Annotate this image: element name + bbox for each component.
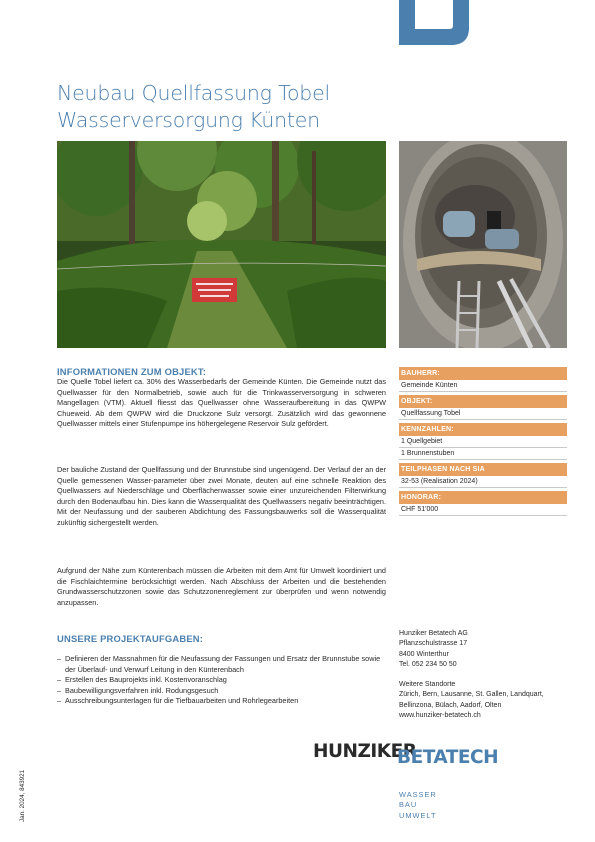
forest-photo	[57, 141, 386, 348]
company-city: 8400 Winterthur	[399, 650, 449, 658]
tagline-umwelt: UMWELT	[399, 810, 437, 820]
tasks-heading: UNSERE PROJEKTAUFGABEN:	[57, 633, 204, 644]
brand-word-betatech: BETATECH	[397, 747, 499, 768]
objekt-label: OBJEKT:	[399, 395, 567, 408]
kennzahlen-value-2: 1 Brunnenstuben	[399, 448, 567, 460]
locations-label: Weitere Standorte	[399, 681, 456, 688]
teilphasen-value: 32-53 (Realisation 2024)	[399, 476, 567, 488]
document-date-note: Jan. 2024, 843921	[19, 769, 26, 822]
company-street: Pflanzschulstrasse 17	[399, 640, 468, 648]
honorar-value: CHF 51'000	[399, 504, 567, 516]
brand-word-hunziker: HUNZIKER	[313, 741, 417, 762]
project-facts	[399, 367, 567, 519]
info-paragraph-3: Aufgrund der Nähe zum Künterenbach müssen die Arbeiten mit dem Amt für Umwelt koordiniert und die Fischlaichtermine berücksichtigt werden. Nach Abschluss der Arbeiten und die bestehenden Grundwasserschutzzonen sowie das Schutzzonenreglement zur überprüfen und wenn notwendig anzupassen.	[57, 566, 386, 607]
company-website[interactable]: www.hunziker-betatech.ch	[399, 712, 481, 720]
title-line-2: Wasserversorgung Künten	[57, 108, 320, 132]
company-locations	[399, 680, 571, 722]
logo-mark-icon	[399, 0, 469, 45]
task-item: – Erstellen des Bauprojekts inkl. Kostenvoranschlag	[57, 675, 392, 686]
tagline-bau: BAU	[399, 800, 418, 810]
brand-tagline	[399, 790, 437, 821]
bauherr-label: BAUHERR:	[399, 367, 567, 380]
task-item: – Definieren der Massnahmen für die Neufassung der Fassungen und Ersatz der Brunnstube sowie der Überlauf- und Verwurf Leitung in den Künterenbach	[57, 654, 392, 675]
company-phone: Tel. 052 234 50 50	[399, 661, 457, 669]
honorar-label: HONORAR:	[399, 491, 567, 504]
teilphasen-label: TEILPHASEN NACH SIA	[399, 463, 567, 476]
spring-shaft-photo	[399, 141, 567, 348]
info-paragraph-2: Der bauliche Zustand der Quellfassung und der Brunnstube sind ungenügend. Der Verlauf der an der Quelle gemessenen Wasser-parameter über zwei Monate, deuten auf eine schnelle Reaktion des Quellwassers auf Niederschläge und Oberflächenwasser sowie einer unzureichenden Filterwirkung durch den Bodenaufbau hin. Dies kann die Wasserqualität des Quellwassers negativ beeinträchtigen. Mit der Neufassung und der sauberen Abdichtung des Fassungsbauwerks soll die Wasserqualität zukünftig sichergestellt werden.	[57, 465, 386, 527]
bauherr-value: Gemeinde Künten	[399, 380, 567, 392]
locations-line-2: Bellinzona, Bülach, Aadorf, Olten	[399, 701, 502, 709]
task-item: – Baubewilligungsverfahren inkl. Rodungsgesuch	[57, 686, 392, 697]
page-title	[57, 80, 387, 134]
title-line-1: Neubau Quellfassung Tobel	[57, 81, 331, 105]
locations-line-1: Zürich, Bern, Lausanne, St. Gallen, Landquart,	[399, 691, 544, 699]
company-name: Hunziker Betatech AG	[399, 630, 468, 637]
kennzahlen-label: KENNZAHLEN:	[399, 423, 567, 436]
kennzahlen-value-1: 1 Quellgebiet	[399, 436, 567, 448]
task-item: – Ausschreibungsunterlagen für die Tiefbauarbeiten und Rohrlegearbeiten	[57, 696, 392, 707]
tagline-wasser: WASSER	[399, 790, 437, 799]
company-address	[399, 629, 571, 671]
info-heading: INFORMATIONEN ZUM OBJEKT:	[57, 366, 207, 377]
brand-logo	[313, 741, 513, 769]
tasks-list	[57, 654, 392, 707]
objekt-value: Quellfassung Tobel	[399, 408, 567, 420]
info-paragraph-1: Die Quelle Tobel liefert ca. 30% des Wasserbedarfs der Gemeinde Künten. Die Gemeinde nutzt das Quellwasser für den Normalbetrieb, sowie auch für die Trinkwasserversorgung in schweren Mangellagen (VTM). Aktuell fliesst das Quellwasser ohne Wasseraufbereitung in das QWPW Chueweid. Ab dem QWPW wird die Druckzone Sulz versorgt. Zusätzlich wird das gewonnene Quellwasser mittels einer Stufenpumpe ins höhergelegene Reservoir Sulz gefördert.	[57, 377, 386, 429]
